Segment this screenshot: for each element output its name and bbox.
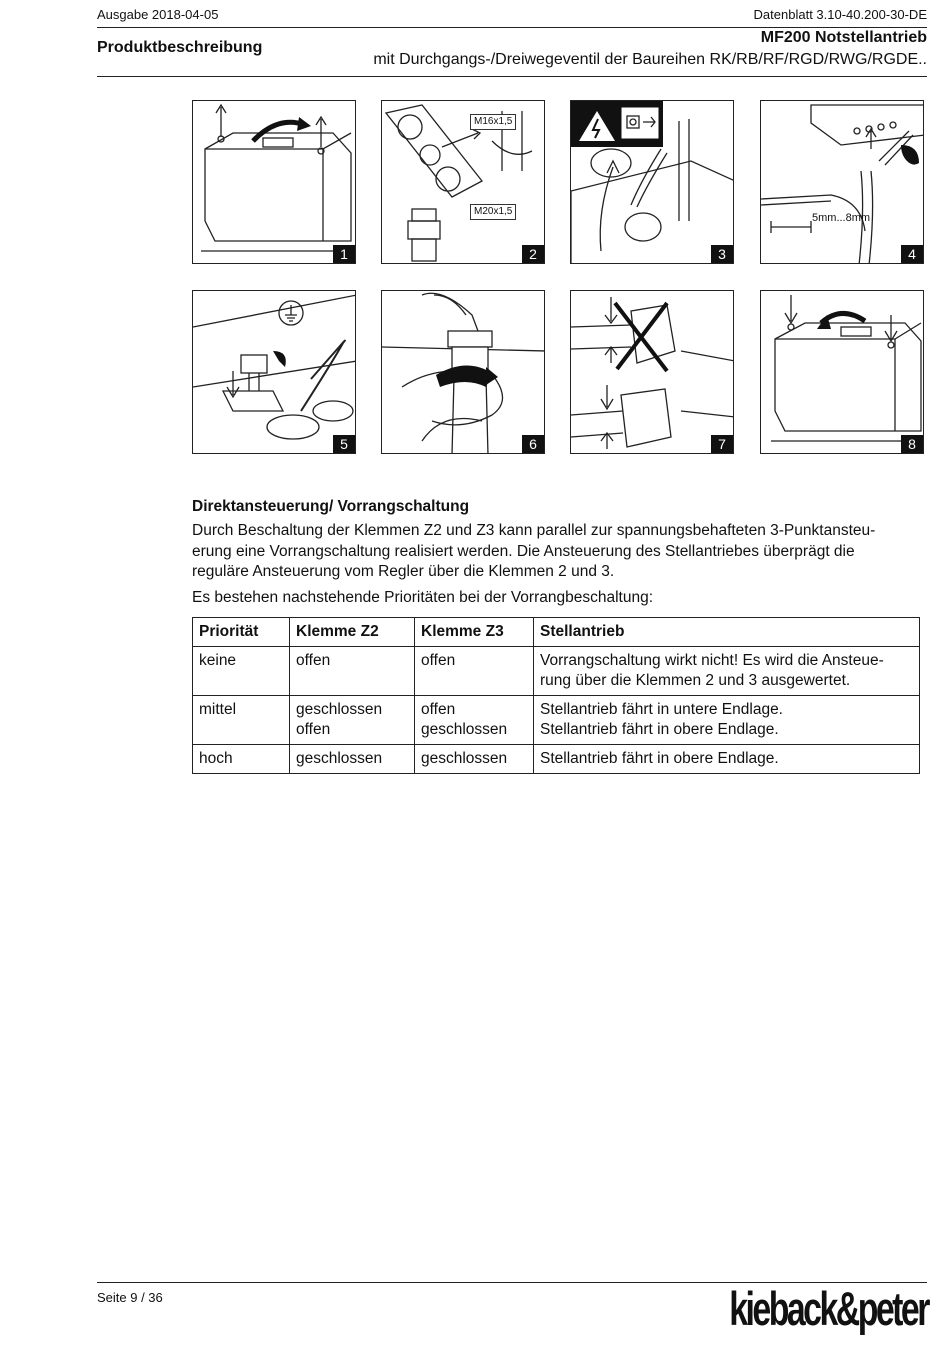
column-header-z3: Klemme Z3 <box>415 618 534 647</box>
section-title: Produktbeschreibung <box>97 39 263 56</box>
step-number-4: 4 <box>901 245 923 263</box>
cell-drive <box>534 647 920 696</box>
priority-table <box>192 617 920 774</box>
cell-line: geschlossen <box>421 750 508 767</box>
kieback-peter-logo: kieback&peter <box>729 1282 928 1335</box>
cell-line: offen <box>421 701 456 718</box>
step-number-1: 1 <box>333 245 355 263</box>
cell-z3 <box>415 745 534 774</box>
cover-removal-illustration <box>193 101 356 264</box>
figure-step-1 <box>192 100 356 264</box>
cell-line: rung über die Klemmen 2 und 3 ausgewertet. <box>540 672 851 689</box>
cell-line: geschlossen <box>421 721 508 738</box>
column-header-priority: Priorität <box>193 618 290 647</box>
cover-mounting-illustration <box>761 291 924 454</box>
header-rule-bottom <box>97 76 927 77</box>
column-header-z2: Klemme Z2 <box>290 618 415 647</box>
header-rule-top <box>97 27 927 28</box>
table-row <box>193 647 920 696</box>
figure-step-2 <box>381 100 545 264</box>
step-number-7: 7 <box>711 435 733 453</box>
step-number-8: 8 <box>901 435 923 453</box>
cell-z3 <box>415 696 534 745</box>
step-number-3: 3 <box>711 245 733 263</box>
figure-step-4 <box>760 100 924 264</box>
cell-priority: hoch <box>193 745 290 774</box>
cable-gland-illustration <box>382 101 545 264</box>
cell-line: geschlossen <box>296 701 383 718</box>
figure-step-8 <box>760 290 924 454</box>
cell-line: offen <box>296 721 331 738</box>
cell-z2 <box>290 647 415 696</box>
table-header-row <box>193 618 920 647</box>
datasheet-number: Datenblatt 3.10-40.200-30-DE <box>753 7 927 22</box>
strip-length-label: 5mm...8mm <box>812 212 871 224</box>
figure-step-5 <box>192 290 356 454</box>
cell-line: Stellantrieb fährt in untere Endlage. <box>540 701 783 718</box>
table-row <box>193 696 920 745</box>
cell-line: offen <box>296 652 331 669</box>
cell-line: Stellantrieb fährt in obere Endlage. <box>540 750 779 767</box>
cell-drive <box>534 696 920 745</box>
callout-m16: M16x1,5 <box>470 114 516 130</box>
cable-entry-illustration <box>571 101 734 264</box>
column-header-drive: Stellantrieb <box>534 618 920 647</box>
cell-z2 <box>290 745 415 774</box>
figure-step-6 <box>381 290 545 454</box>
section-heading: Direktansteuerung/ Vorrangschaltung <box>192 498 470 515</box>
gland-check-illustration <box>571 291 734 454</box>
step-number-6: 6 <box>522 435 544 453</box>
wire-stripping-illustration <box>761 101 924 264</box>
cell-line: offen <box>421 652 456 669</box>
paragraph-1-line-1: Durch Beschaltung der Klemmen Z2 und Z3 kann parallel zur spannungsbehafteten 3-Punktansteu- <box>192 522 876 539</box>
paragraph-1-line-2: erung eine Vorrangschaltung realisiert werden. Die Ansteuerung des Stellantriebes überprägt die <box>192 542 855 560</box>
cell-drive <box>534 745 920 774</box>
paragraph-1-line-3: reguläre Ansteuerung vom Regler über die Klemmen 2 und 3. <box>192 563 615 580</box>
product-subtitle: mit Durchgangs-/Dreiwegeventil der Baureihen RK/RB/RF/RGD/RWG/RGDE.. <box>373 51 927 68</box>
callout-m20: M20x1,5 <box>470 204 516 220</box>
product-title: MF200 Notstellantrieb <box>760 29 927 46</box>
paragraph-1 <box>192 521 875 583</box>
cell-line: geschlossen <box>296 750 383 767</box>
step-number-2: 2 <box>522 245 544 263</box>
ground-connection-illustration <box>193 291 356 454</box>
cell-priority: mittel <box>193 696 290 745</box>
cell-line: Vorrangschaltung wirkt nicht! Es wird die Ansteue- <box>540 652 884 669</box>
figure-step-3 <box>570 100 734 264</box>
step-number-5: 5 <box>333 435 355 453</box>
table-row <box>193 745 920 774</box>
cell-line: Stellantrieb fährt in obere Endlage. <box>540 721 779 738</box>
cell-priority: keine <box>193 647 290 696</box>
paragraph-2: Es bestehen nachstehende Prioritäten bei der Vorrangbeschaltung: <box>192 589 654 606</box>
figure-step-7 <box>570 290 734 454</box>
cell-z3 <box>415 647 534 696</box>
cell-z2 <box>290 696 415 745</box>
gland-tightening-illustration <box>382 291 545 454</box>
page-number: Seite 9 / 36 <box>97 1290 163 1305</box>
edition-date: Ausgabe 2018-04-05 <box>97 7 219 22</box>
